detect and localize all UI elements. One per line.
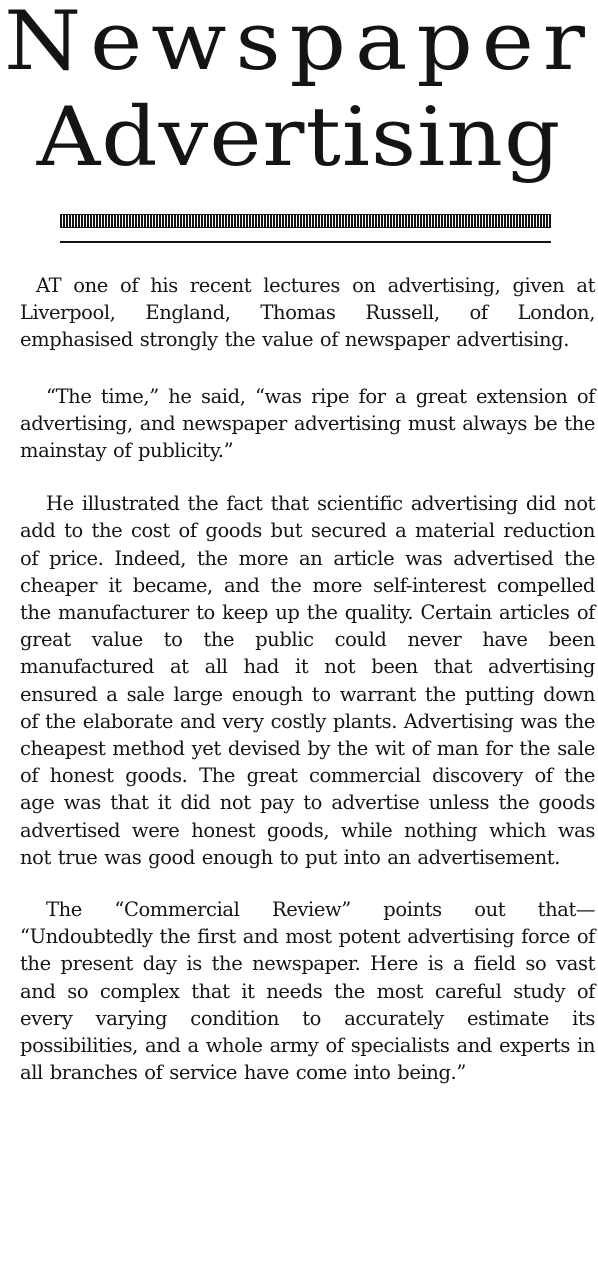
ornamental-rule (60, 214, 551, 228)
article-body (20, 272, 595, 1086)
divider-line (60, 241, 551, 243)
headline-line-2: Advertising (36, 88, 562, 185)
paragraph-3: He illustrated the fact that scientific advertising did not add to the cost of goods but secured a material reduction of price. Indeed, the more an article was advertised the cheaper it became, and the more self-interest compelled the manufacturer to keep up the quality. Certain articles of great value to the public could never have been manufactured at all had it not been that advertising ensured a sale large enough to warrant the putting down of the elaborate and very costly plants. Advertising was the cheapest method yet devised by the wit of man for the sale of honest goods. The great commercial discovery of the age was that it did not pay to advertise unless the goods advertised were honest goods, while nothing which was not true was good enough to put into an advertisement. (20, 492, 595, 869)
paragraph-2: “The time,” he said, “was ripe for a great extension of advertising, and newspaper advertising must always be the mainstay of publicity.” (20, 384, 595, 463)
paragraph-1: AT one of his recent lectures on advertising, given at Liverpool, England, Thomas Russell, of London, emphasised strongly the value of newspaper advertising. (20, 274, 595, 352)
paragraph-4: The “Commercial Review” points out that— “Undoubtedly the first and most potent advertising force of the present day is the newspaper. Here is a field so vast and so complex that it needs the most careful study of every varying condition to accurately estimate its possibilities, and a whole army of specialists and experts in all branches of service have come into being.” (20, 898, 595, 1085)
headline-line-1: Newspaper (4, 0, 594, 89)
